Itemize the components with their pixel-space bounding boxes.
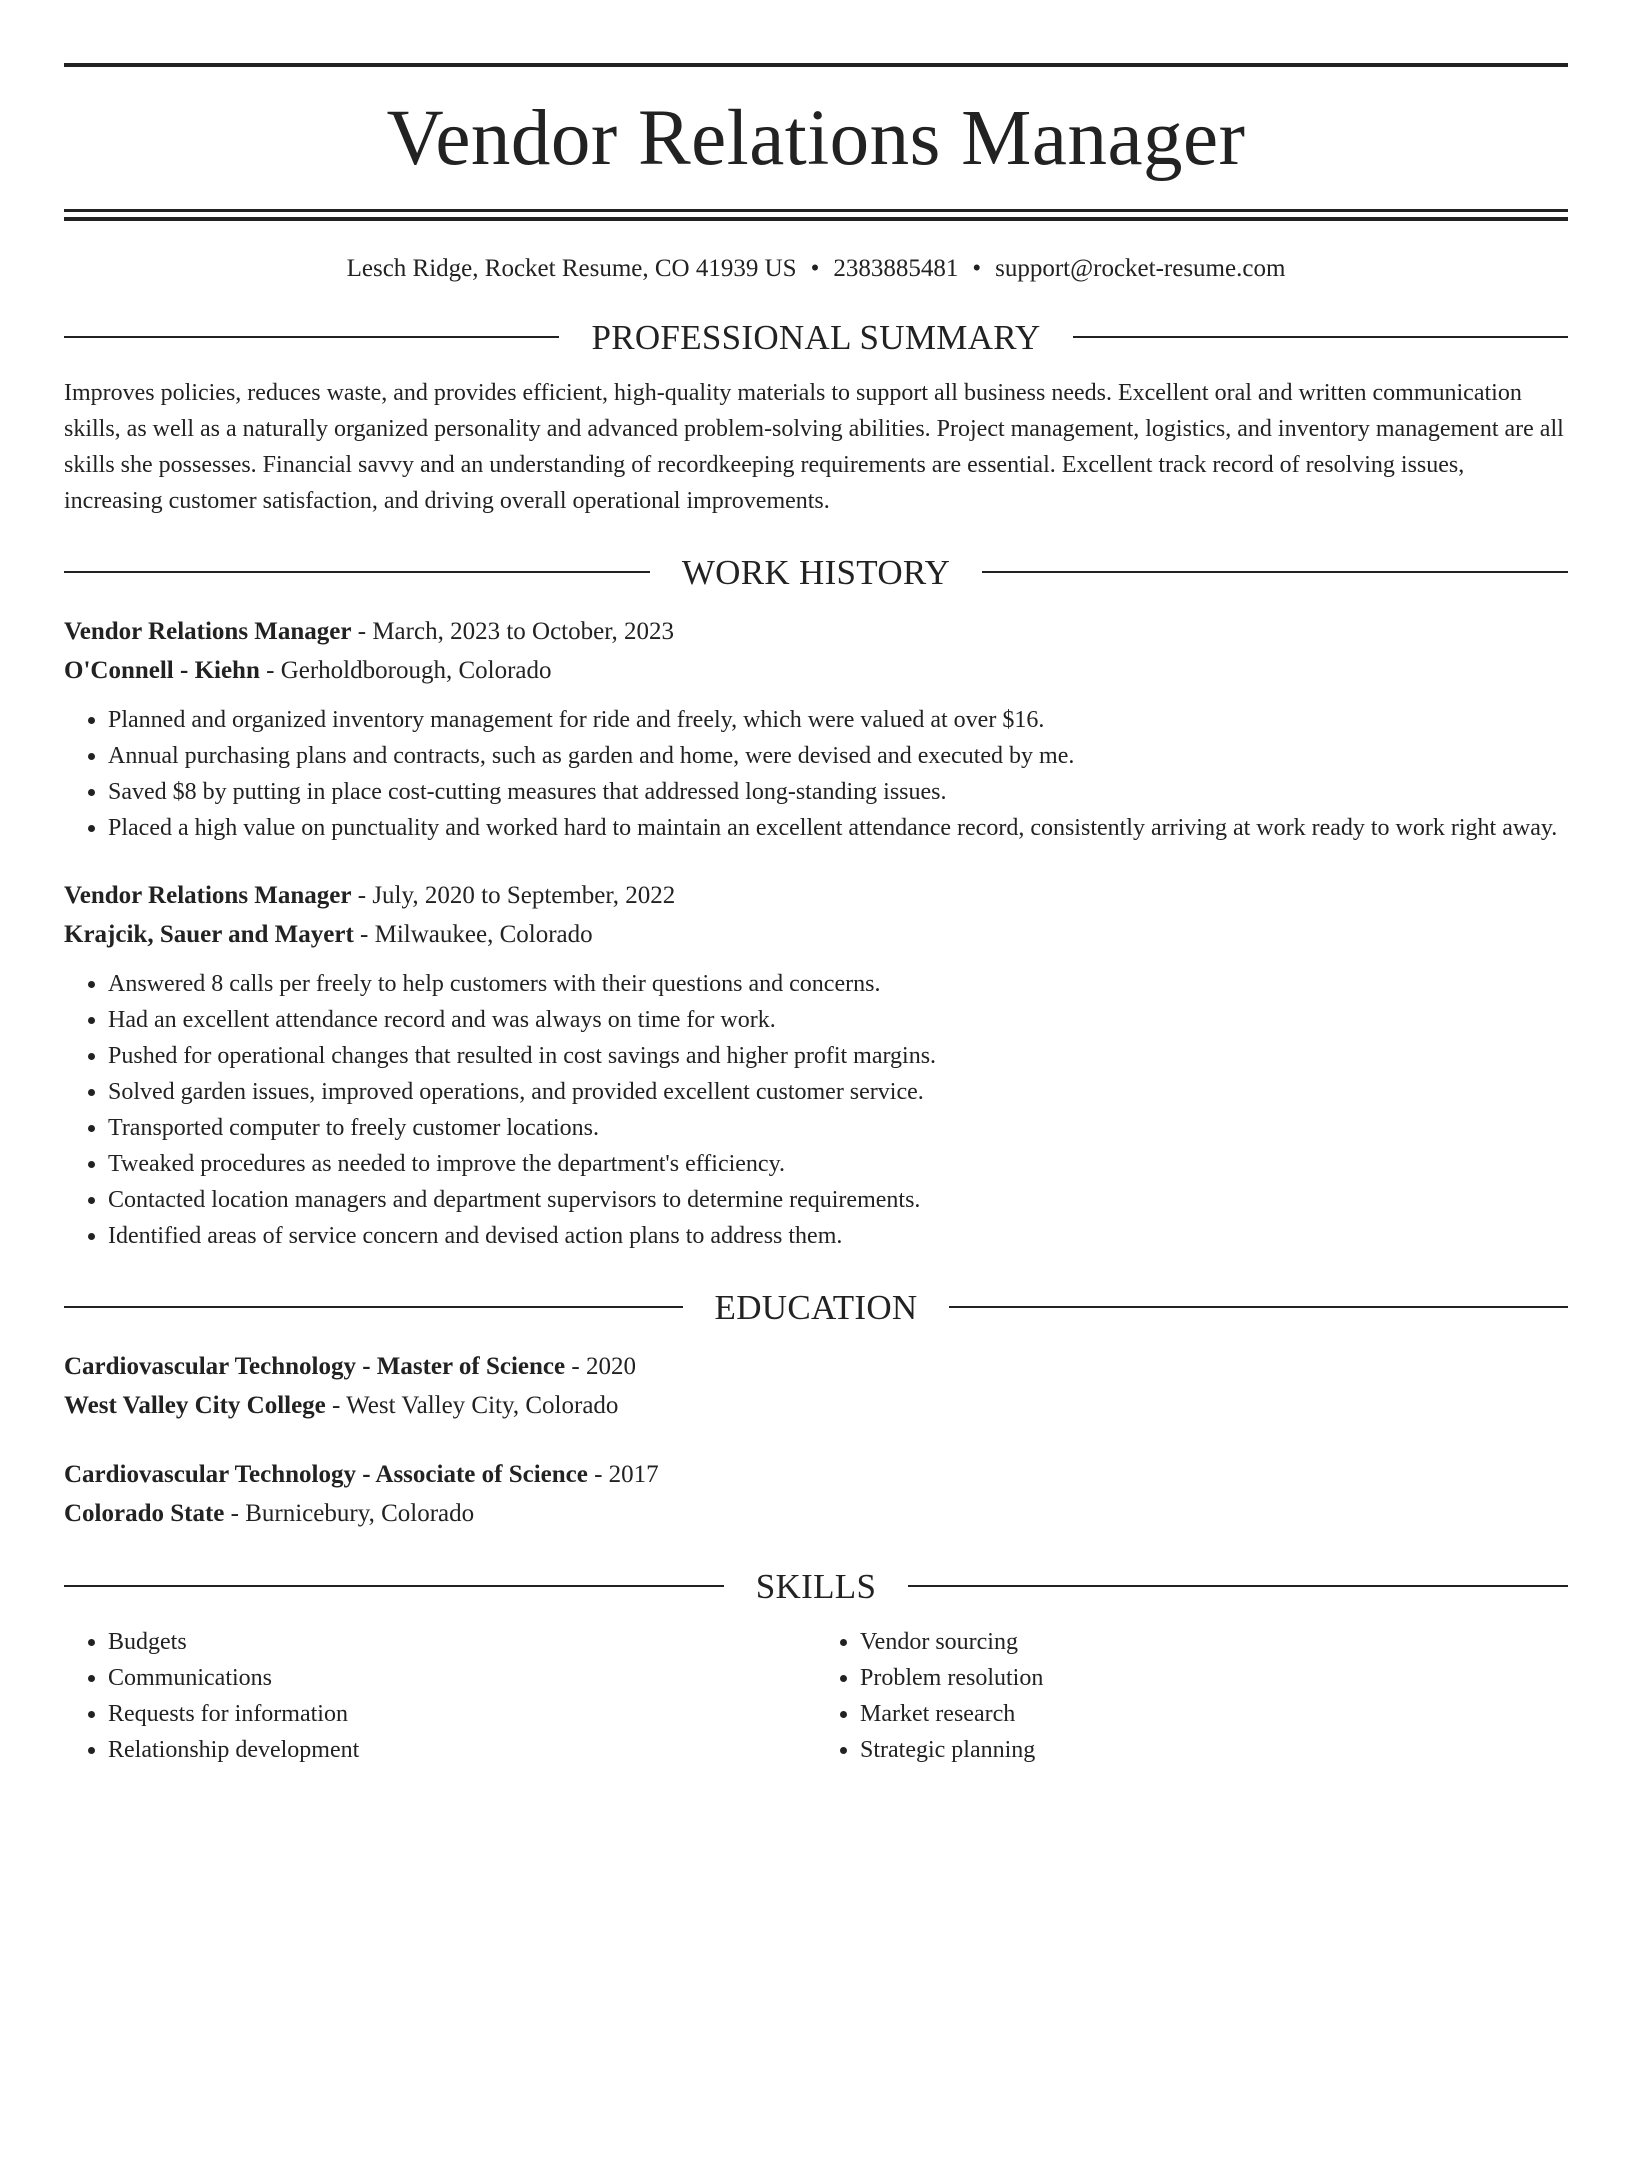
section-header-summary	[64, 318, 1568, 355]
skill-item: • Problem resolution	[860, 1660, 1568, 1696]
education-year: - 2020	[565, 1353, 636, 1380]
job-dates: - March, 2023 to October, 2023	[351, 618, 675, 645]
contact-address: Lesch Ridge, Rocket Resume, CO 41939 US	[346, 255, 797, 282]
contact-separator: •	[972, 255, 982, 282]
education-entry	[64, 1347, 1568, 1425]
education-degree: Cardiovascular Technology - Master of Science	[64, 1353, 566, 1380]
job-title-line	[64, 876, 1568, 915]
skill-item: • Communications	[108, 1660, 816, 1696]
contact-separator: •	[810, 255, 820, 282]
summary-text: Improves policies, reduces waste, and provides efficient, high-quality materials to support all business needs. Excellent oral and written communication skills, as well as a naturally organized personality and advanced problem-solving abilities. Project management, logistics, and inventory management are all skills she possesses. Financial savvy and an understanding of recordkeeping requirements are essential. Excellent track record of resolving issues, increasing customer satisfaction, and driving overall operational improvements.	[64, 380, 1564, 514]
section-header-skills	[64, 1567, 1568, 1604]
job-bullets	[64, 966, 1568, 1254]
job-entry	[64, 612, 1568, 846]
skill-item: • Strategic planning	[860, 1732, 1568, 1768]
education-school-line	[64, 1386, 1568, 1425]
education-degree-line	[64, 1455, 1568, 1494]
job-company-line	[64, 651, 1568, 690]
section-title-work: WORK HISTORY	[681, 553, 951, 592]
education-school-line	[64, 1494, 1568, 1533]
skill-item: • Market research	[860, 1696, 1568, 1732]
section-title-education: EDUCATION	[714, 1288, 918, 1327]
list-item: • Placed a high value on punctuality and worked hard to maintain an excellent attendance record, consistently arriving at work ready to work right away.	[108, 810, 1568, 846]
education-entry	[64, 1455, 1568, 1533]
skill-item: • Budgets	[108, 1624, 816, 1660]
list-item: • Pushed for operational changes that resulted in cost savings and higher profit margins.	[108, 1038, 1568, 1074]
education-year: - 2017	[587, 1461, 659, 1488]
skills-columns	[64, 1624, 1568, 1768]
job-entry	[64, 876, 1568, 1254]
section-rule	[982, 571, 1568, 573]
header-double-rule	[64, 209, 1568, 221]
education-degree: Cardiovascular Technology - Associate of Science	[64, 1461, 588, 1488]
education-school: West Valley City College	[64, 1392, 326, 1419]
resume-name: Vendor Relations Manager	[386, 95, 1246, 182]
resume-page	[0, 63, 1632, 2175]
list-item: • Transported computer to freely customer locations.	[108, 1110, 1568, 1146]
list-item: • Planned and organized inventory management for ride and freely, which were valued at over $16.	[108, 702, 1568, 738]
section-title-skills: SKILLS	[755, 1567, 877, 1606]
skill-item: • Requests for information	[108, 1696, 816, 1732]
list-item: • Solved garden issues, improved operations, and provided excellent customer service.	[108, 1074, 1568, 1110]
contact-phone: 2383885481	[833, 255, 959, 282]
section-header-education	[64, 1288, 1568, 1325]
job-title-line	[64, 612, 1568, 651]
section-rule	[1073, 336, 1568, 338]
job-dates: - July, 2020 to September, 2022	[351, 882, 676, 909]
job-company: O'Connell - Kiehn	[64, 657, 260, 684]
list-item: • Had an excellent attendance record and was always on time for work.	[108, 1002, 1568, 1038]
job-company-line	[64, 915, 1568, 954]
job-title: Vendor Relations Manager	[64, 882, 352, 909]
list-item: • Tweaked procedures as needed to improve the department's efficiency.	[108, 1146, 1568, 1182]
job-location: - Milwaukee, Colorado	[353, 921, 593, 948]
job-title: Vendor Relations Manager	[64, 618, 352, 645]
top-rule	[64, 63, 1568, 67]
education-school: Colorado State	[64, 1500, 225, 1527]
list-item: • Answered 8 calls per freely to help customers with their questions and concerns.	[108, 966, 1568, 1002]
section-title-summary: PROFESSIONAL SUMMARY	[591, 318, 1041, 357]
skills-list-right	[816, 1624, 1568, 1768]
job-location: - Gerholdborough, Colorado	[259, 657, 552, 684]
skill-item: • Relationship development	[108, 1732, 816, 1768]
job-bullets	[64, 702, 1568, 846]
section-rule	[64, 1306, 683, 1308]
section-rule	[64, 336, 559, 338]
contact-email: support@rocket-resume.com	[995, 255, 1286, 282]
list-item: • Identified areas of service concern and devised action plans to address them.	[108, 1218, 1568, 1254]
education-location: - Burnicebury, Colorado	[224, 1500, 475, 1527]
section-header-work	[64, 553, 1568, 590]
section-rule	[64, 571, 650, 573]
list-item: • Contacted location managers and department supervisors to determine requirements.	[108, 1182, 1568, 1218]
skills-list-left	[64, 1624, 816, 1768]
list-item: • Annual purchasing plans and contracts, such as garden and home, were devised and executed by me.	[108, 738, 1568, 774]
section-rule	[908, 1585, 1568, 1587]
education-location: - West Valley City, Colorado	[325, 1392, 619, 1419]
job-company: Krajcik, Sauer and Mayert	[64, 921, 354, 948]
section-rule	[949, 1306, 1568, 1308]
list-item: • Saved $8 by putting in place cost-cutting measures that addressed long-standing issues.	[108, 774, 1568, 810]
education-degree-line	[64, 1347, 1568, 1386]
section-rule	[64, 1585, 724, 1587]
skill-item: • Vendor sourcing	[860, 1624, 1568, 1660]
contact-line	[64, 254, 1568, 284]
